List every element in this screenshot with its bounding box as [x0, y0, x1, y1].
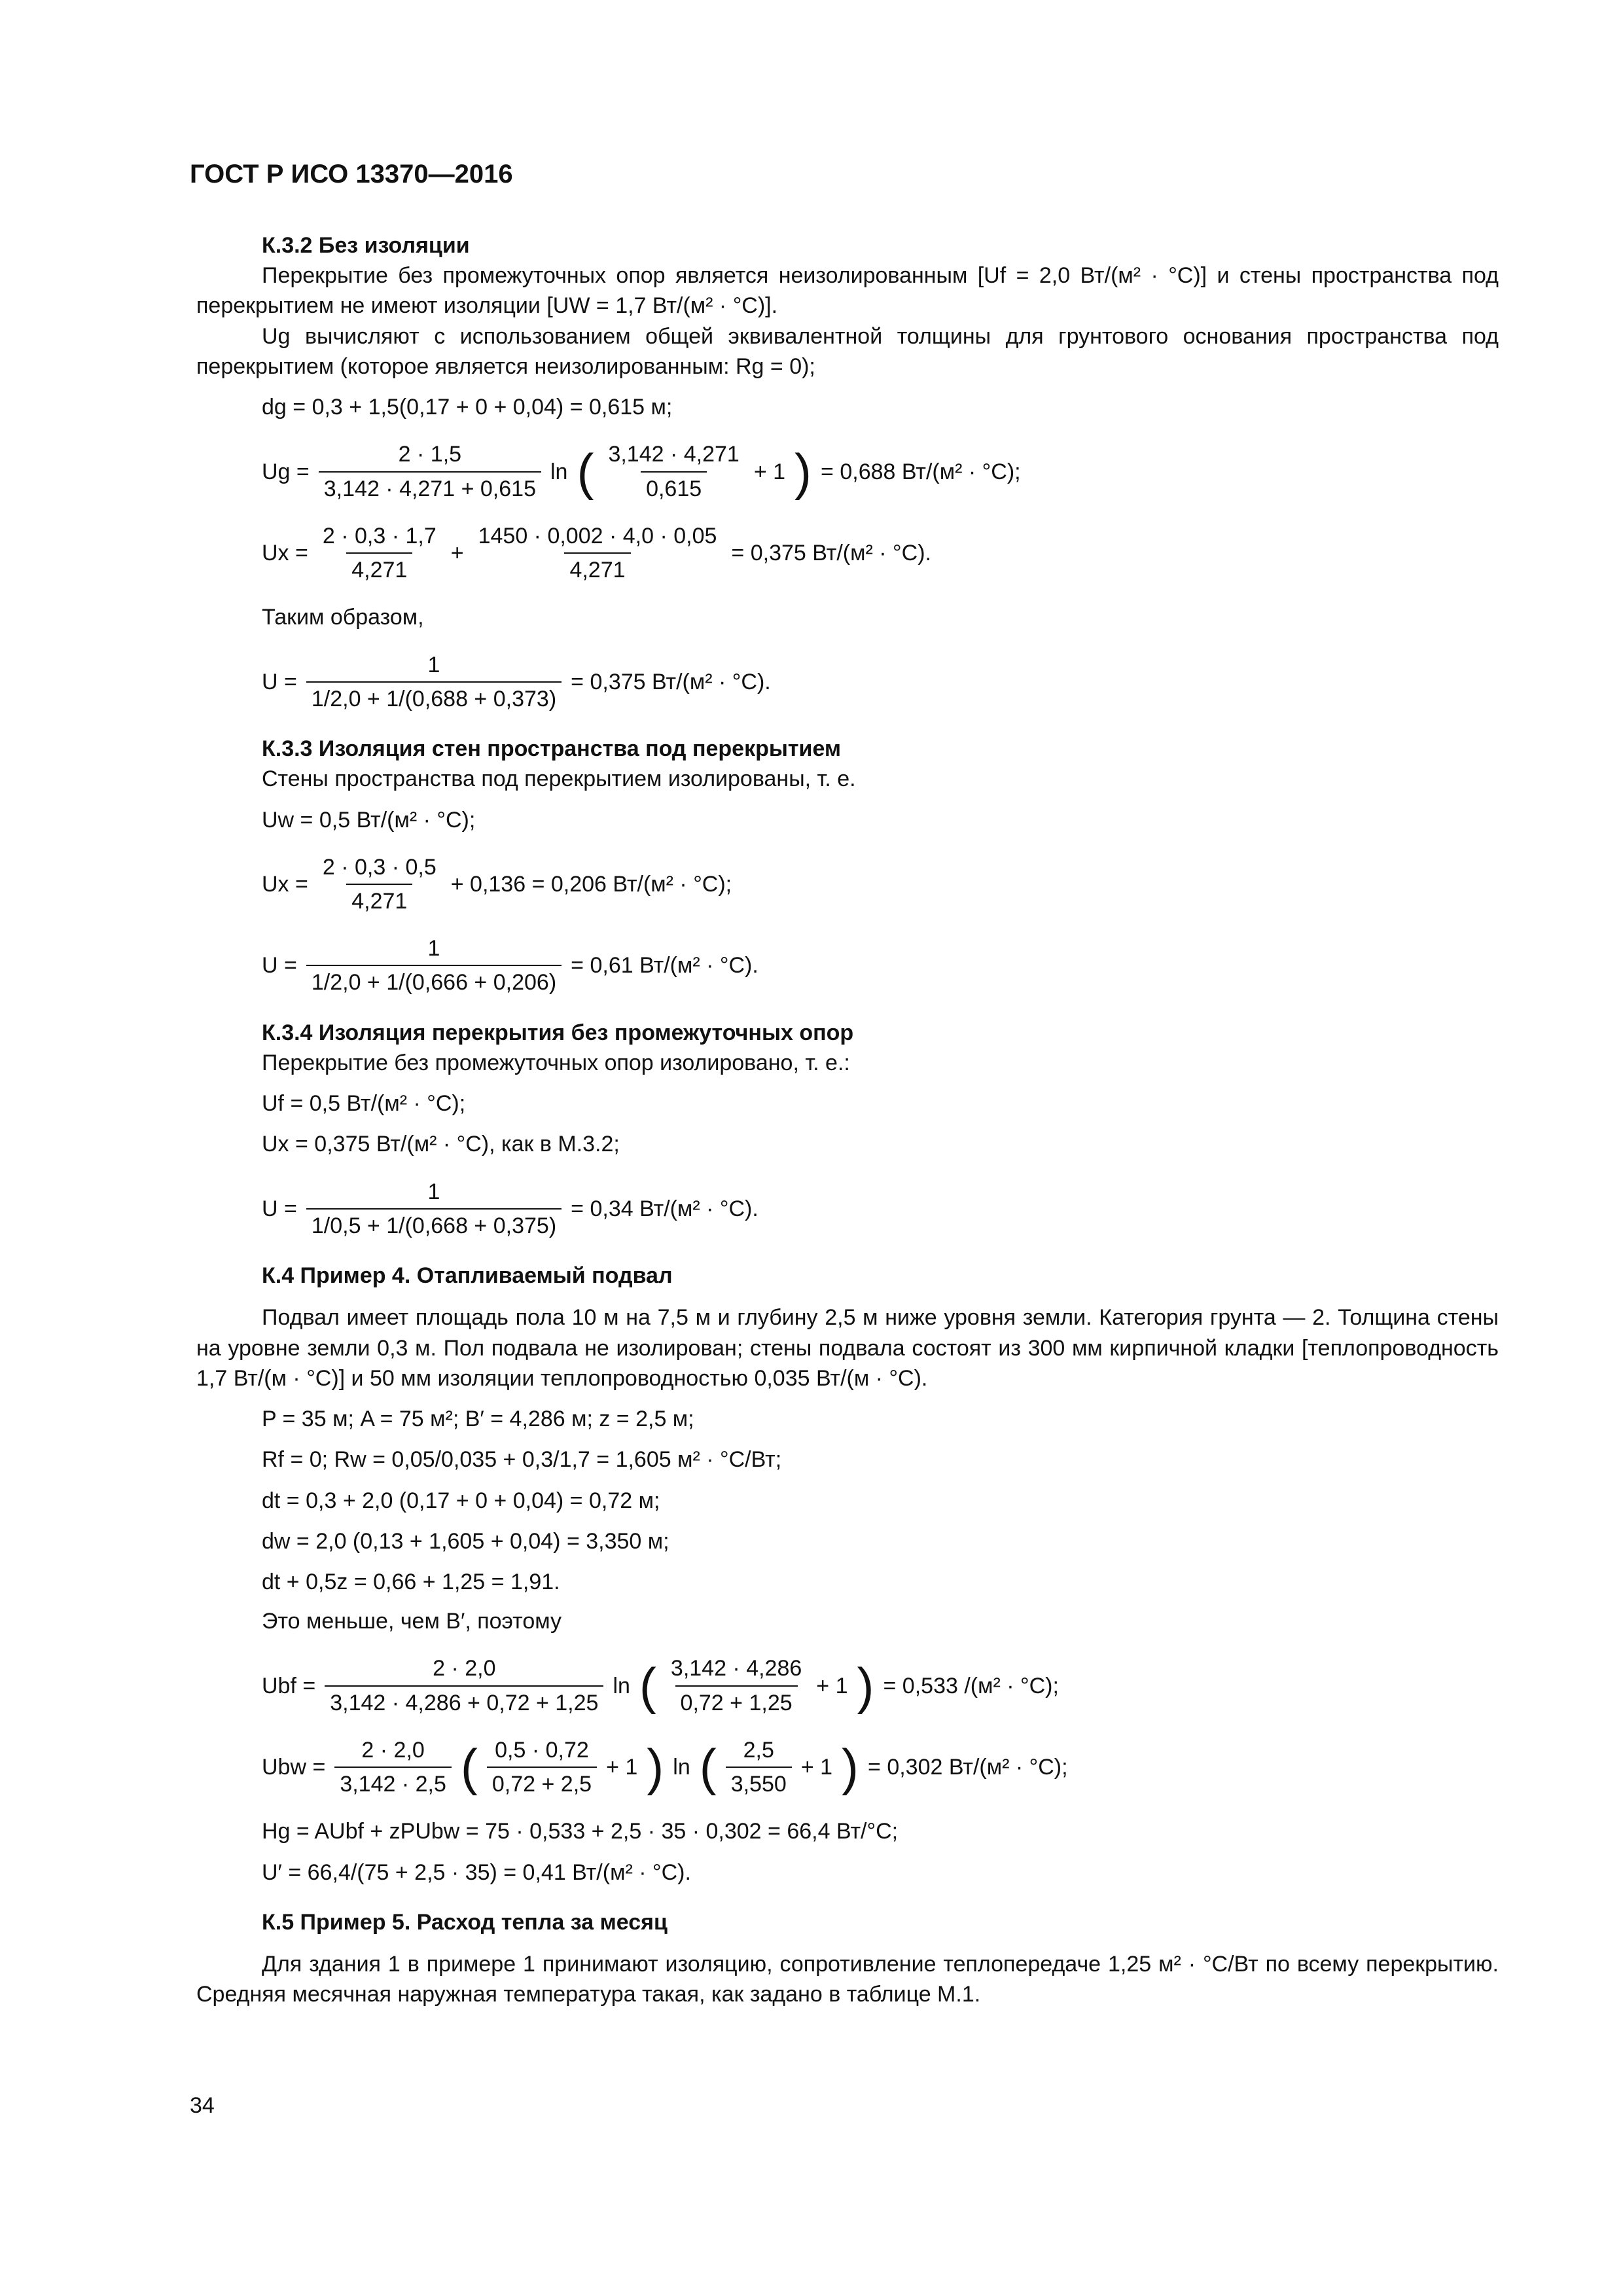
paren-open: (	[699, 1738, 717, 1797]
formula-line: Rf = 0; Rw = 0,05/0,035 + 0,3/1,7 = 1,605 м² · °С/Вт;	[262, 1447, 782, 1473]
formula-ubw: Ubw = $\frac{2 \cdot 2,0}{3,142 \cdot 2,5}$ ( $\frac{0,5 \cdot 0,72}{0,72 + 2,5}$ + 1 ) ln ( $\frac{2,5}{3,550}$ + 1 ) = 0,302 Вт/(м² · °С);	[262, 1735, 1499, 1799]
page-header: ГОСТ Р ИСО 13370—2016	[190, 160, 513, 188]
section-heading-k4: К.4 Пример 4. Отапливаемый подвал	[262, 1263, 673, 1289]
page-content	[196, 230, 1499, 2010]
formula-u: U = $\frac{1}{1/2,0 + 1/(0,688 + 0,373)}$ = 0,375 Вт/(м² · °С).	[262, 650, 1499, 714]
paragraph: Для здания 1 в примере 1 принимают изоляцию, сопротивление теплопередаче 1,25 м² · °С/Вт по всему перекрытию. Средняя месячная наружная температура такая, как задано в таблице М.1.	[196, 1952, 1499, 2007]
formula-uw: Uw = 0,5 Вт/(м² · °С);	[262, 807, 476, 833]
formula-line: dw = 2,0 (0,13 + 1,605 + 0,04) = 3,350 м;	[262, 1528, 669, 1554]
paren-open: (	[460, 1738, 478, 1797]
fraction: $\frac{2 \cdot 1,5}{3,142 \cdot 4,271 + 0,615}$	[319, 439, 541, 503]
formula-line: Hg = AUbf + zPUbw = 75 · 0,533 + 2,5 · 35 · 0,302 = 66,4 Вт/°С;	[262, 1819, 899, 1844]
paragraph: Перекрытие без промежуточных опор изолировано, т. е.:	[262, 1050, 850, 1075]
formula-u: U = $\frac{1}{1/2,0 + 1/(0,666 + 0,206)}$ = 0,61 Вт/(м² · °С).	[262, 933, 1499, 997]
paren-close: )	[794, 442, 812, 501]
formula-lhs: Ug =	[262, 459, 310, 484]
paragraph: Таким образом,	[262, 605, 424, 630]
fraction: $\frac{3,142 \cdot 4,286}{0,72 + 1,25}$	[666, 1653, 807, 1717]
fraction: $\frac{2 \cdot 2,0}{3,142 \cdot 4,286 + 0,72 + 1,25}$	[325, 1653, 603, 1717]
formula-result: = 0,688 Вт/(м² · °С);	[821, 459, 1021, 484]
paragraph: Ug вычисляют с использованием общей эквивалентной толщины для грунтового основания пространства под перекрытием (которое является неизолированным: Rg = 0);	[196, 323, 1499, 379]
fraction: $\frac{2 \cdot 0,3 \cdot 1,7}{4,271}$	[317, 521, 442, 585]
formula-uf: Uf = 0,5 Вт/(м² · °С);	[262, 1091, 466, 1117]
fraction: $\frac{1}{1/0,5 + 1/(0,668 + 0,375)}$	[306, 1177, 562, 1241]
fraction: $\frac{2,5}{3,550}$	[726, 1735, 792, 1799]
formula-ux: Ux = 0,375 Вт/(м² · °С), как в М.3.2;	[262, 1132, 620, 1157]
paren-close: )	[647, 1738, 664, 1797]
fraction: $\frac{3,142 \cdot 4,271}{0,615}$	[603, 439, 744, 503]
fraction: $\frac{2 \cdot 2,0}{3,142 \cdot 2,5}$	[334, 1735, 452, 1799]
paren-open: (	[577, 442, 594, 501]
formula-dg: dg = 0,3 + 1,5(0,17 + 0 + 0,04) = 0,615 м;	[262, 395, 673, 420]
section-heading-k34: К.3.4 Изоляция перекрытия без промежуточных опор	[262, 1020, 854, 1045]
formula-ux: Ux = $\frac{2 \cdot 0,3 \cdot 1,7}{4,271}$ + $\frac{1450 \cdot 0,002 \cdot 4,0 \cdot 0,05}{4,271}$ = 0,375 Вт/(м² · °С).	[262, 521, 1499, 585]
section-heading-k5: К.5 Пример 5. Расход тепла за месяц	[262, 1909, 668, 1935]
formula-line: dt + 0,5z = 0,66 + 1,25 = 1,91.	[262, 1569, 560, 1594]
fraction: $\frac{1}{1/2,0 + 1/(0,688 + 0,373)}$	[306, 650, 562, 714]
formula-line: P = 35 м; A = 75 м²; B′ = 4,286 м; z = 2,5 м;	[262, 1407, 694, 1432]
section-heading-k32: К.3.2 Без изоляции	[262, 233, 470, 258]
paren-close: )	[842, 1738, 859, 1797]
paragraph: Стены пространства под перекрытием изолированы, т. е.	[262, 766, 856, 792]
paragraph: Перекрытие без промежуточных опор является неизолированным [Uf = 2,0 Вт/(м² · °С)] и стены пространства под перекрытием не имеют изоляции [UW = 1,7 Вт/(м² · °С)].	[196, 263, 1499, 319]
ln-label: ln	[550, 459, 568, 484]
formula-ux: Ux = $\frac{2 \cdot 0,3 \cdot 0,5}{4,271}$ + 0,136 = 0,206 Вт/(м² · °С);	[262, 852, 1499, 916]
fraction: $\frac{2 \cdot 0,3 \cdot 0,5}{4,271}$	[317, 852, 442, 916]
fraction: $\frac{1450 \cdot 0,002 \cdot 4,0 \cdot 0,05}{4,271}$	[473, 521, 722, 585]
section-heading-k33: К.3.3 Изоляция стен пространства под перекрытием	[262, 736, 842, 762]
paren-close: )	[857, 1657, 874, 1715]
paragraph: Подвал имеет площадь пола 10 м на 7,5 м и глубину 2,5 м ниже уровня земли. Категория грунта — 2. Толщина стены на уровне земли 0,3 м. Пол подвала не изолирован; стены подвала состоят из 300 мм кирпичной кладки [теплопроводность 1,7 Вт/(м · °С)] и 50 мм изоляции теплопроводностью 0,035 Вт/(м · °С).	[196, 1305, 1499, 1391]
paragraph: Это меньше, чем B′, поэтому	[262, 1609, 562, 1634]
ln-label: ln	[673, 1755, 690, 1780]
formula-ug: Ug = $\frac{2 \cdot 1,5}{3,142 \cdot 4,271 + 0,615}$ ln ( $\frac{3,142 \cdot 4,271}{0,615}$ + 1 ) = 0,688 Вт/(м² · °С);	[262, 439, 1499, 503]
paren-open: (	[639, 1657, 656, 1715]
ln-label: ln	[613, 1673, 630, 1698]
formula-u: U = $\frac{1}{1/0,5 + 1/(0,668 + 0,375)}$ = 0,34 Вт/(м² · °С).	[262, 1177, 1499, 1241]
fraction: $\frac{1}{1/2,0 + 1/(0,666 + 0,206)}$	[306, 933, 562, 997]
fraction: $\frac{0,5 \cdot 0,72}{0,72 + 2,5}$	[487, 1735, 597, 1799]
formula-ubf: Ubf = $\frac{2 \cdot 2,0}{3,142 \cdot 4,286 + 0,72 + 1,25}$ ln ( $\frac{3,142 \cdot 4,286}{0,72 + 1,25}$ + 1 ) = 0,533 /(м² · °С);	[262, 1653, 1499, 1717]
formula-line: dt = 0,3 + 2,0 (0,17 + 0 + 0,04) = 0,72 м;	[262, 1488, 660, 1513]
page-number: 34	[190, 2093, 215, 2118]
formula-line: U′ = 66,4/(75 + 2,5 · 35) = 0,41 Вт/(м² · °С).	[262, 1859, 691, 1885]
